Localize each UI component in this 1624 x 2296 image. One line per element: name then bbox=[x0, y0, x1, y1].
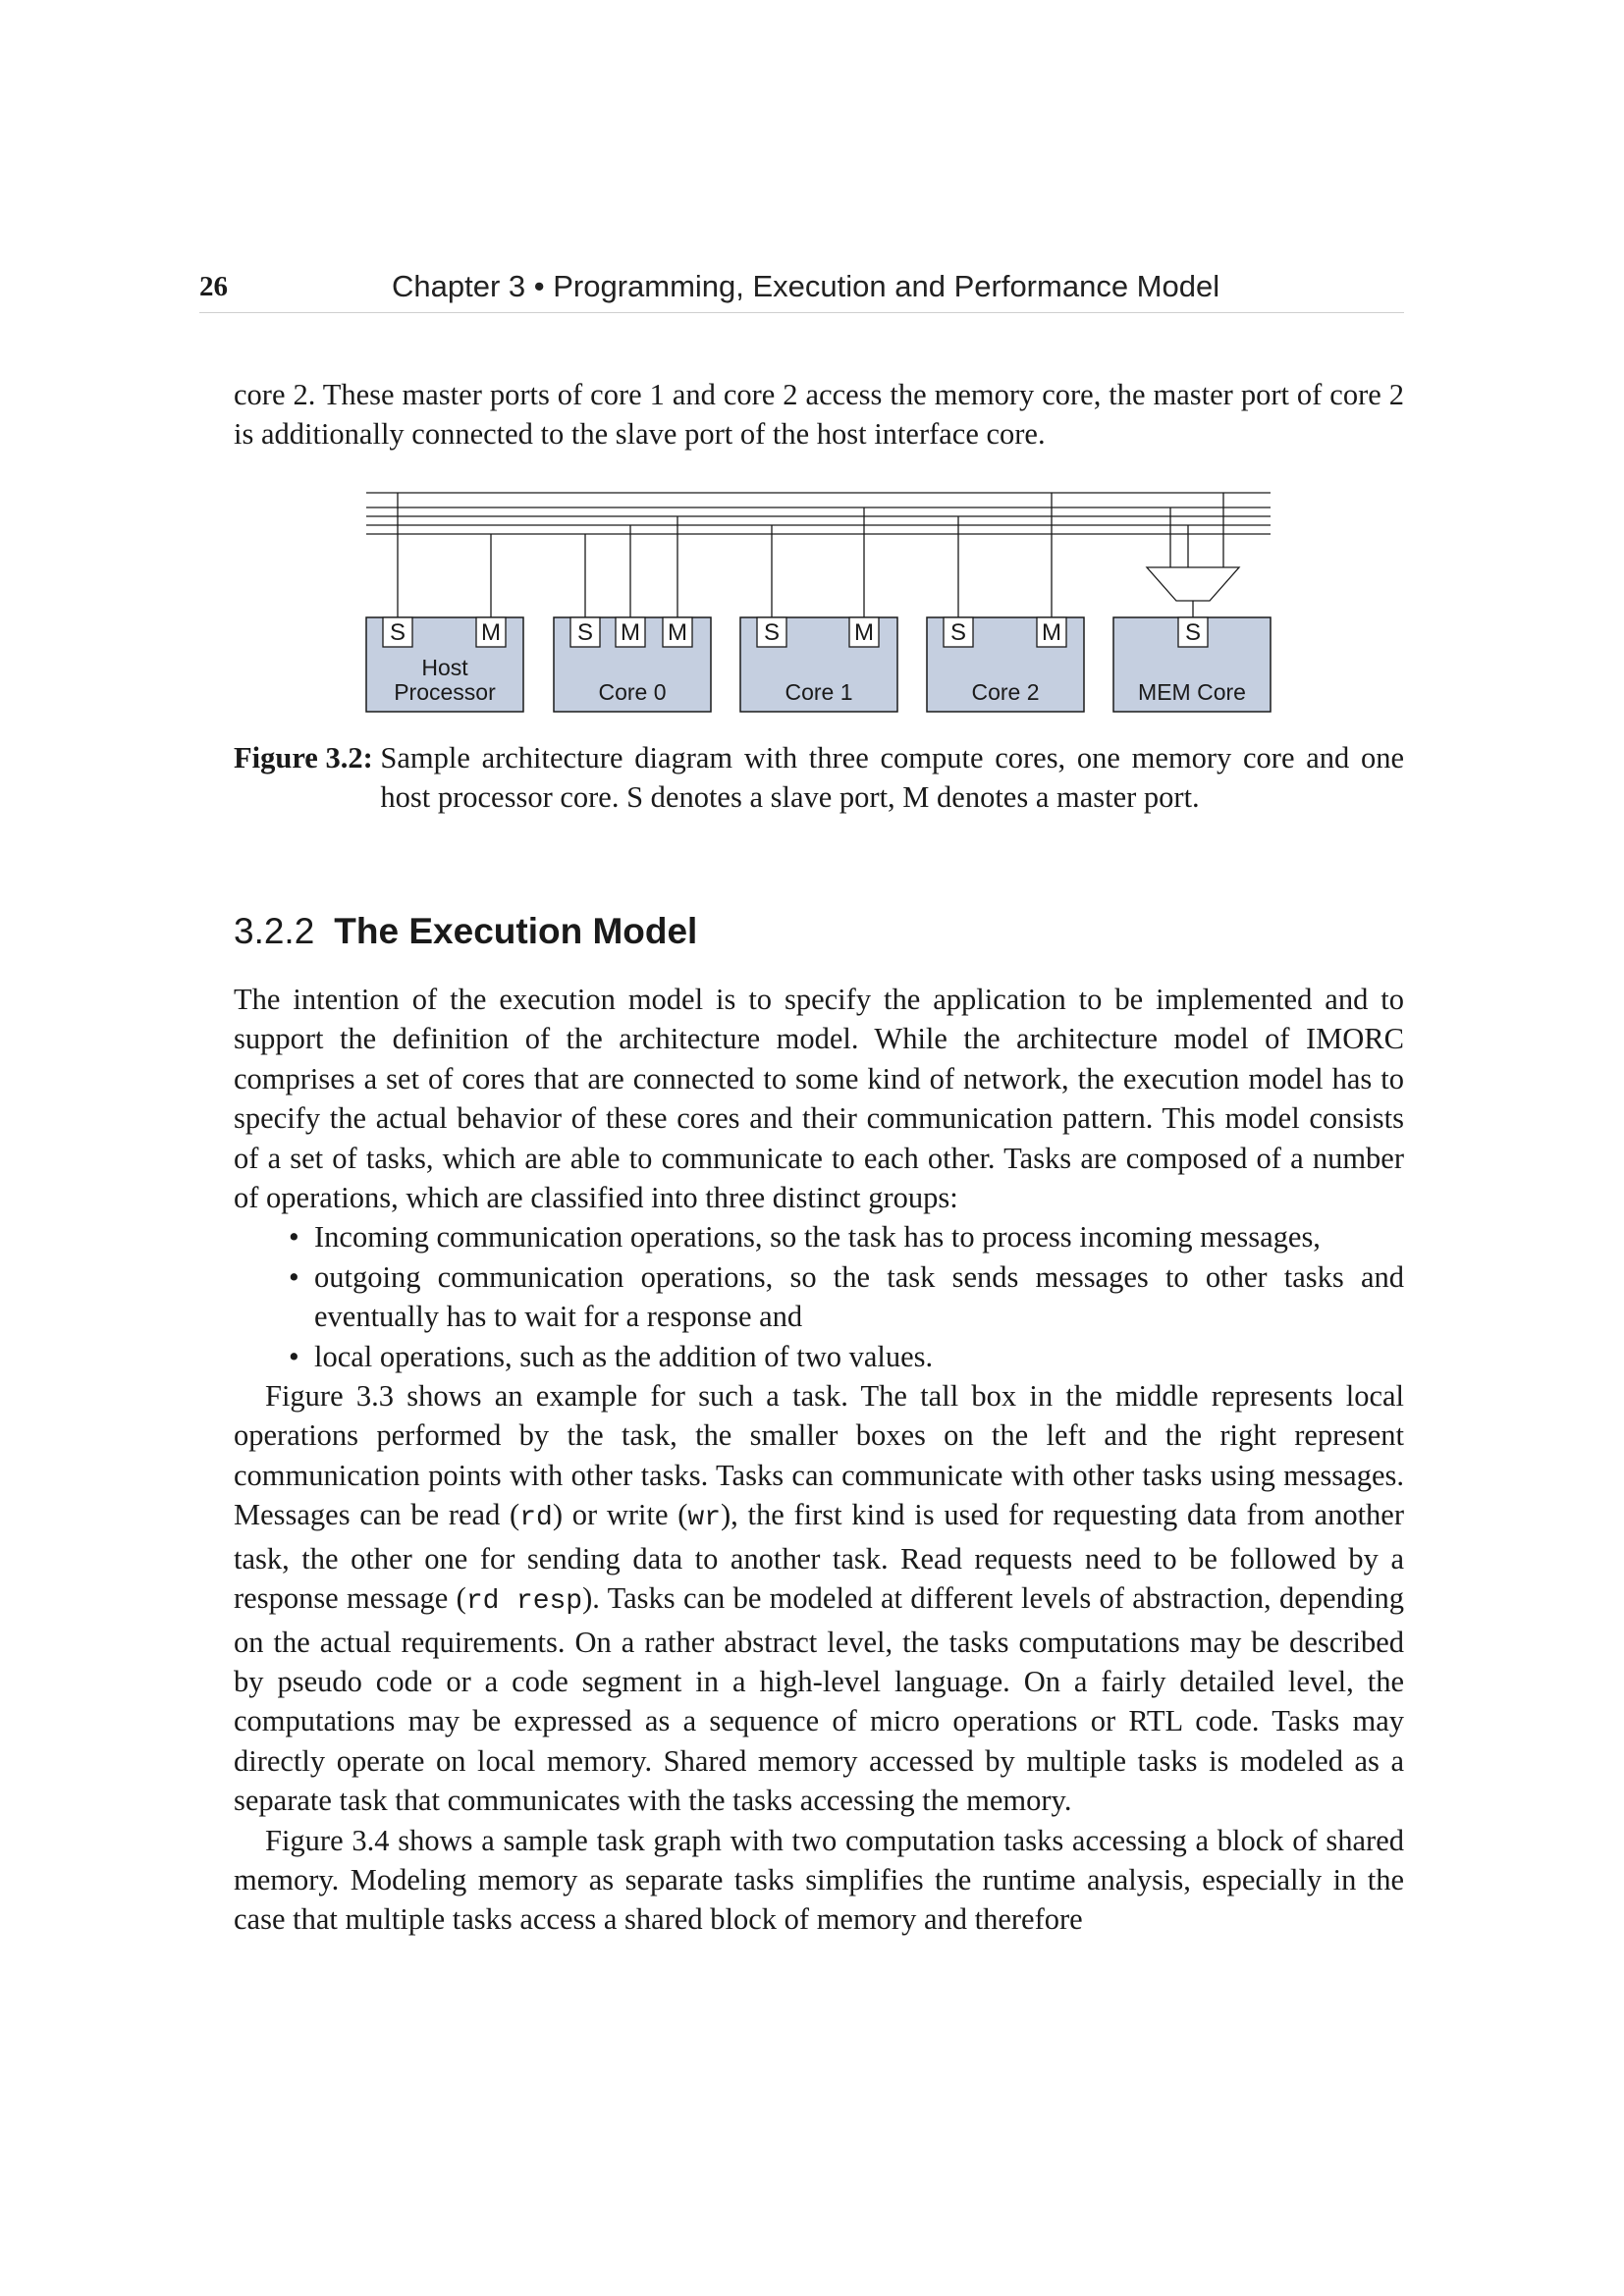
port-label: M bbox=[1042, 619, 1061, 646]
figure-caption bbox=[234, 738, 1404, 817]
core-name: Processor bbox=[394, 679, 496, 705]
section-heading bbox=[234, 911, 697, 952]
paragraph-2 bbox=[234, 1376, 1404, 1820]
core-name: Core 0 bbox=[598, 679, 667, 705]
paragraph-3: Figure 3.4 shows a sample task graph with two computation tasks accessing a block of shared memory. Modeling memory as separate tasks simplifies the runtime analysis, especially in the case that multiple tasks access a shared block of memory and therefore bbox=[234, 1823, 1404, 1937]
paragraph-1: The intention of the execution model is to specify the application to be implemented and to support the definition of the architecture model. While the architecture model of IMORC comprises a set of cores that are connected to some kind of network, the execution model has to specify the actual behavior of these cores and their communication pattern. This model consists of a set of tasks, which are able to communicate to each other. Tasks are composed of a number of operations, which are classified into three distinct groups: bbox=[234, 983, 1404, 1215]
code-wr: wr bbox=[687, 1503, 721, 1534]
paragraph-2-part-c: ), the first kind is used for requesting data from another task, the other one for sending data to another task. Read requests need to be followed by a response message ( bbox=[234, 1498, 1404, 1616]
paragraph-2-part-d: ). Tasks can be modeled at different levels of abstraction, depending on the actual requirements. On a rather abstract level, the tasks computations may be described by pseudo code or a code segment in a high-level language. On a fairly detailed level, the computations may be expressed as a sequence of micro operations or RTL code. Tasks may directly operate on local memory. Shared memory accessed by multiple tasks is modeled as a separate task that communicates with the tasks accessing the memory. bbox=[234, 1581, 1404, 1818]
port-label: S bbox=[949, 619, 967, 646]
core-name: Core 2 bbox=[971, 679, 1040, 705]
core-name: Core 1 bbox=[785, 679, 853, 705]
section-number: 3.2.2 bbox=[234, 911, 315, 951]
bus-lines bbox=[366, 493, 1271, 534]
core-name: MEM Core bbox=[1138, 679, 1246, 705]
list-item: • outgoing communication operations, so the task sends messages to other tasks and eventually has to wait for a response and bbox=[234, 1257, 1404, 1337]
bus-taps bbox=[398, 493, 1223, 617]
core-2 bbox=[927, 617, 1084, 712]
core-0 bbox=[554, 617, 711, 712]
port-label: S bbox=[389, 619, 406, 646]
operation-list bbox=[234, 1217, 1404, 1376]
caption-text: Sample architecture diagram with three compute cores, one memory core and one host processor core. S denotes a slave port, M denotes a master port. bbox=[380, 741, 1404, 814]
code-rd: rd bbox=[519, 1503, 553, 1534]
page-number: 26 bbox=[199, 271, 228, 302]
running-head bbox=[199, 267, 1404, 313]
port-label: M bbox=[668, 619, 687, 646]
chapter-title: Chapter 3 • Programming, Execution and Performance Model bbox=[392, 269, 1220, 303]
code-rd-resp: rd resp bbox=[465, 1586, 583, 1618]
intro-paragraph bbox=[234, 375, 1404, 454]
caption-label: Figure 3.2: bbox=[234, 741, 373, 774]
core-host-processor bbox=[366, 617, 523, 712]
list-item: • local operations, such as the addition of two values. bbox=[234, 1337, 1404, 1376]
arbiter-shape bbox=[1147, 567, 1239, 601]
port-label: M bbox=[854, 619, 874, 646]
intro-text: core 2. These master ports of core 1 and core 2 access the memory core, the master port of core 2 is additionally connected to the slave port of the host interface core. bbox=[234, 378, 1404, 452]
port-label: M bbox=[621, 619, 640, 646]
architecture-diagram-svg bbox=[363, 489, 1276, 717]
core-mem bbox=[1113, 617, 1271, 712]
architecture-diagram bbox=[363, 489, 1276, 717]
port-label: S bbox=[576, 619, 594, 646]
port-label: M bbox=[481, 619, 501, 646]
core-1 bbox=[740, 617, 897, 712]
port-label: S bbox=[763, 619, 781, 646]
port-label: S bbox=[1184, 619, 1202, 646]
core-name-line1: Host bbox=[421, 655, 468, 680]
paragraph-2-part-b: ) or write ( bbox=[552, 1498, 688, 1532]
body-text bbox=[234, 980, 1404, 1940]
list-item: • Incoming communication operations, so the task has to process incoming messages, bbox=[234, 1217, 1404, 1256]
paragraph-2-part-a: Figure 3.3 shows an example for such a task. The tall box in the middle represents local operations performed by the task, the smaller boxes on the left and the right represent communication points with other tasks. Tasks can communicate with other tasks using messages. Messages can be read ( bbox=[234, 1379, 1404, 1532]
section-title: The Execution Model bbox=[334, 911, 698, 951]
